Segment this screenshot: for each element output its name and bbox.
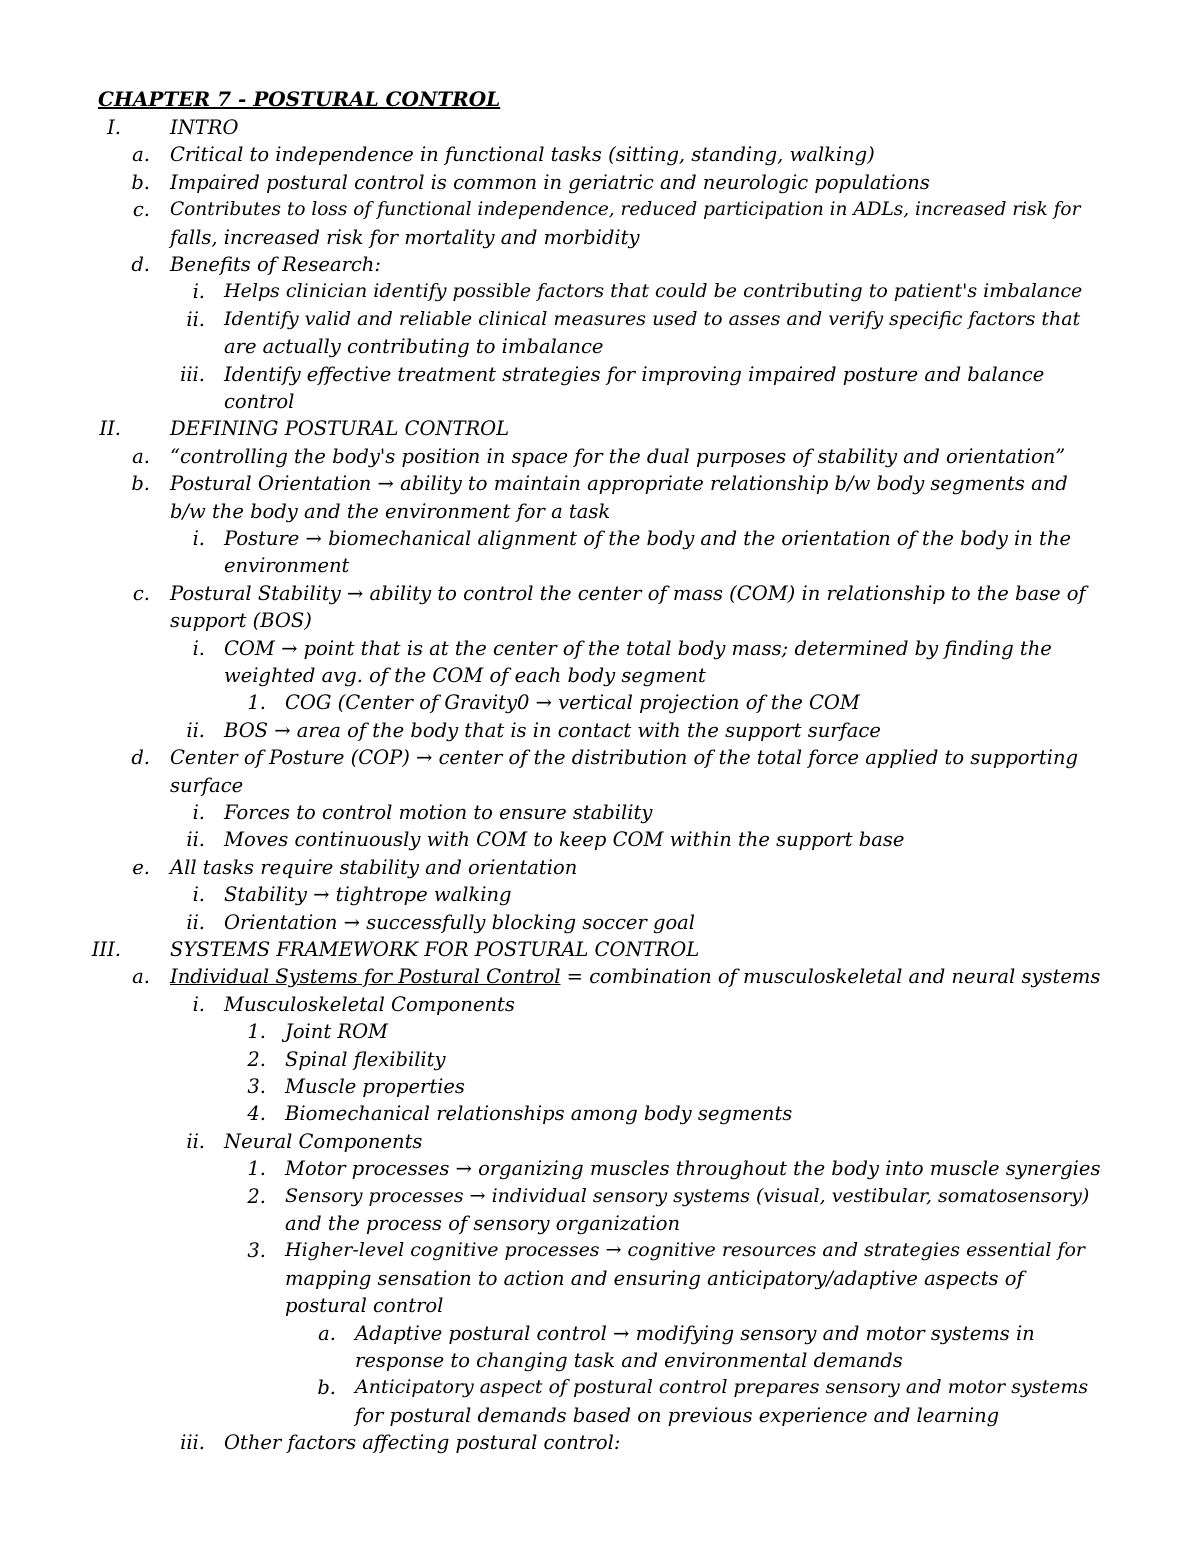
outline-text: and the process of sensory organization: [285, 1212, 680, 1235]
outline-text: support (BOS): [170, 609, 312, 633]
outline-marker: iii.: [180, 1431, 205, 1455]
outline-marker: I.: [107, 116, 121, 139]
outline-marker: e.: [132, 855, 150, 879]
outline-marker: i.: [192, 527, 205, 550]
outline-text: Impaired postural control is common in geriatric and neurologic populations: [170, 170, 930, 194]
outline-line: [0, 443, 1200, 471]
outline-marker: 1.: [247, 691, 266, 715]
outline-line: [0, 854, 1200, 882]
outline-line: [0, 196, 1200, 224]
outline-line: [0, 1046, 1200, 1074]
outline-text: Adaptive postural control → modifying sensory and motor systems in: [355, 1321, 1035, 1345]
outline-marker: b.: [131, 472, 150, 496]
outline-marker: a.: [132, 143, 150, 167]
outline-line: [0, 1265, 1200, 1293]
outline-line: [0, 963, 1200, 991]
outline-line: [0, 772, 1200, 800]
outline-text: Spinal flexibility: [285, 1047, 446, 1071]
outline-text: Helps clinician identify possible factors that could be contributing to patient's imbalance: [224, 280, 1083, 303]
outline-text: Musculoskeletal Components: [224, 992, 515, 1016]
outline-line: [0, 114, 1200, 142]
outline-text: INTRO: [170, 116, 239, 139]
outline-marker: a.: [318, 1321, 336, 1345]
outline-marker: ii.: [186, 718, 205, 742]
outline-marker: 3.: [247, 1075, 266, 1098]
outline-line: [0, 1320, 1200, 1348]
outline-text: weighted avg. of the COM of each body segment: [224, 664, 706, 687]
outline-line: [0, 689, 1200, 717]
outline-line: [0, 799, 1200, 827]
outline-marker: d.: [131, 746, 150, 770]
outline-text: control: [224, 390, 295, 413]
outline-text: Higher-level cognitive processes → cognitive resources and strategies essential for: [285, 1239, 1086, 1262]
outline-marker: 2.: [247, 1047, 266, 1071]
outline-marker: 1.: [247, 1157, 266, 1181]
outline-marker: d.: [131, 253, 150, 276]
outline-line: [0, 826, 1200, 854]
outline-text: Forces to control motion to ensure stability: [224, 801, 653, 824]
outline-text-rest: = combination of musculoskeletal and neural systems: [560, 965, 1101, 989]
outline-text: Other factors affecting postural control:: [224, 1431, 621, 1455]
outline-line: [0, 936, 1200, 964]
outline-line: [0, 1374, 1200, 1402]
outline-line: [0, 552, 1200, 580]
outline-text: Neural Components: [224, 1129, 423, 1153]
outline-line: [0, 415, 1200, 443]
outline-text: Postural Orientation → ability to maintain appropriate relationship b/w body segments and: [170, 472, 1068, 496]
outline-line: [0, 1210, 1200, 1238]
outline-text: falls, increased risk for mortality and morbidity: [170, 225, 640, 249]
outline-text: mapping sensation to action and ensuring anticipatory/adaptive aspects of: [285, 1266, 1024, 1290]
outline-text: BOS → area of the body that is in contact with the support surface: [224, 718, 881, 742]
outline-line: [0, 388, 1200, 416]
outline-marker: 2.: [247, 1184, 266, 1208]
outline-marker: i.: [192, 992, 205, 1016]
outline-text: Critical to independence in functional tasks (sitting, standing, walking): [170, 143, 875, 167]
outline-marker: i.: [192, 636, 205, 660]
outline-underlined-term: Individual Systems for Postural Control: [170, 965, 561, 989]
outline-line: [0, 662, 1200, 690]
outline-line: [0, 580, 1200, 608]
outline-line: [0, 1018, 1200, 1046]
outline-marker: ii.: [186, 1129, 205, 1153]
outline-text: are actually contributing to imbalance: [224, 335, 604, 359]
outline-marker: 3.: [247, 1239, 266, 1263]
outline-line: [0, 1429, 1200, 1457]
outline-line: [0, 1155, 1200, 1183]
outline-line: [0, 909, 1200, 937]
outline-text: Moves continuously with COM to keep COM within the support base: [224, 828, 905, 852]
outline-text: Joint ROM: [285, 1020, 389, 1044]
outline-marker: a.: [132, 444, 150, 468]
outline-line: [0, 1183, 1200, 1211]
outline-marker: c.: [132, 198, 150, 222]
outline-line: [0, 1073, 1200, 1101]
outline-text: Sensory processes → individual sensory systems (visual, vestibular, somatosensory): [285, 1184, 1090, 1207]
outline-text: SYSTEMS FRAMEWORK FOR POSTURAL CONTROL: [170, 938, 700, 961]
outline-line: [0, 169, 1200, 197]
outline-marker: ii.: [186, 910, 205, 934]
outline-text: environment: [224, 554, 350, 578]
outline-text: Posture → biomechanical alignment of the body and the orientation of the body in the: [224, 527, 1071, 550]
outline-marker: iii.: [180, 362, 205, 386]
outline-text: surface: [170, 773, 244, 797]
outline-text: [170, 963, 1100, 991]
outline-text: response to changing task and environmental demands: [355, 1349, 903, 1372]
outline-marker: 4.: [247, 1102, 266, 1126]
outline-marker: i.: [192, 883, 205, 907]
outline-marker: c.: [132, 581, 150, 605]
outline-line: [0, 251, 1200, 279]
outline-text: Benefits of Research:: [170, 253, 381, 276]
outline-text: All tasks require stability and orientation: [170, 855, 578, 879]
outline-line: [0, 1237, 1200, 1265]
outline-marker: 1.: [247, 1020, 266, 1044]
outline-line: [0, 306, 1200, 334]
outline-line: [0, 1347, 1200, 1375]
outline-text: Postural Stability → ability to control the center of mass (COM) in relationship to the base of: [170, 581, 1086, 605]
outline-text: Anticipatory aspect of postural control prepares sensory and motor systems: [355, 1376, 1089, 1399]
outline-text: Muscle properties: [285, 1075, 465, 1098]
outline-text: Contributes to loss of functional independence, reduced participation in ADLs, increased risk for: [170, 199, 1081, 221]
outline-line: [0, 1402, 1200, 1430]
outline-text: COG (Center of Gravity0 → vertical projection of the COM: [285, 691, 860, 715]
outline-line: [0, 991, 1200, 1019]
outline-line: [0, 470, 1200, 498]
outline-line: [0, 607, 1200, 635]
outline-text: for postural demands based on previous experience and learning: [355, 1403, 1000, 1427]
outline-line: [0, 278, 1200, 306]
outline-text: Motor processes → organizing muscles throughout the body into muscle synergies: [285, 1157, 1101, 1181]
outline-marker: b.: [317, 1376, 336, 1400]
outline-marker: i.: [192, 280, 205, 304]
outline-text: Biomechanical relationships among body segments: [285, 1102, 793, 1126]
outline-line: [0, 1292, 1200, 1320]
outline-text: Stability → tightrope walking: [224, 883, 512, 907]
outline-marker: II.: [99, 417, 121, 441]
outline-line: [0, 361, 1200, 389]
outline-line: [0, 1128, 1200, 1156]
outline-marker: ii.: [186, 828, 205, 852]
outline-text: COM → point that is at the center of the total body mass; determined by finding the: [224, 636, 1052, 660]
chapter-title: CHAPTER 7 - POSTURAL CONTROL: [98, 87, 501, 111]
outline-text: “controlling the body's position in space for the dual purposes of stability and orientation”: [170, 444, 1066, 468]
outline-text: Identify effective treatment strategies for improving impaired posture and balance: [224, 362, 1045, 386]
outline-marker: b.: [131, 170, 150, 194]
outline-text: Orientation → successfully blocking soccer goal: [224, 910, 696, 934]
outline-line: [0, 1100, 1200, 1128]
outline-line: [0, 333, 1200, 361]
outline-line: [0, 498, 1200, 526]
outline-text: Center of Posture (COP) → center of the distribution of the total force applied to supporting: [170, 746, 1078, 770]
outline-line: [0, 881, 1200, 909]
outline-text: b/w the body and the environment for a task: [170, 499, 611, 523]
outline-text: DEFINING POSTURAL CONTROL: [170, 417, 510, 441]
outline-text: postural control: [285, 1294, 444, 1318]
outline-line: [0, 635, 1200, 663]
outline-line: [0, 744, 1200, 772]
outline-line: [0, 141, 1200, 169]
outline-line: [0, 224, 1200, 252]
outline-text: Identify valid and reliable clinical measures used to asses and verify specific factors that: [224, 307, 1081, 330]
outline-line: [0, 525, 1200, 553]
outline-marker: ii.: [186, 307, 205, 331]
outline-line: [0, 717, 1200, 745]
outline-marker: III.: [91, 938, 121, 961]
outline-marker: i.: [192, 801, 205, 824]
outline-marker: a.: [132, 965, 150, 989]
